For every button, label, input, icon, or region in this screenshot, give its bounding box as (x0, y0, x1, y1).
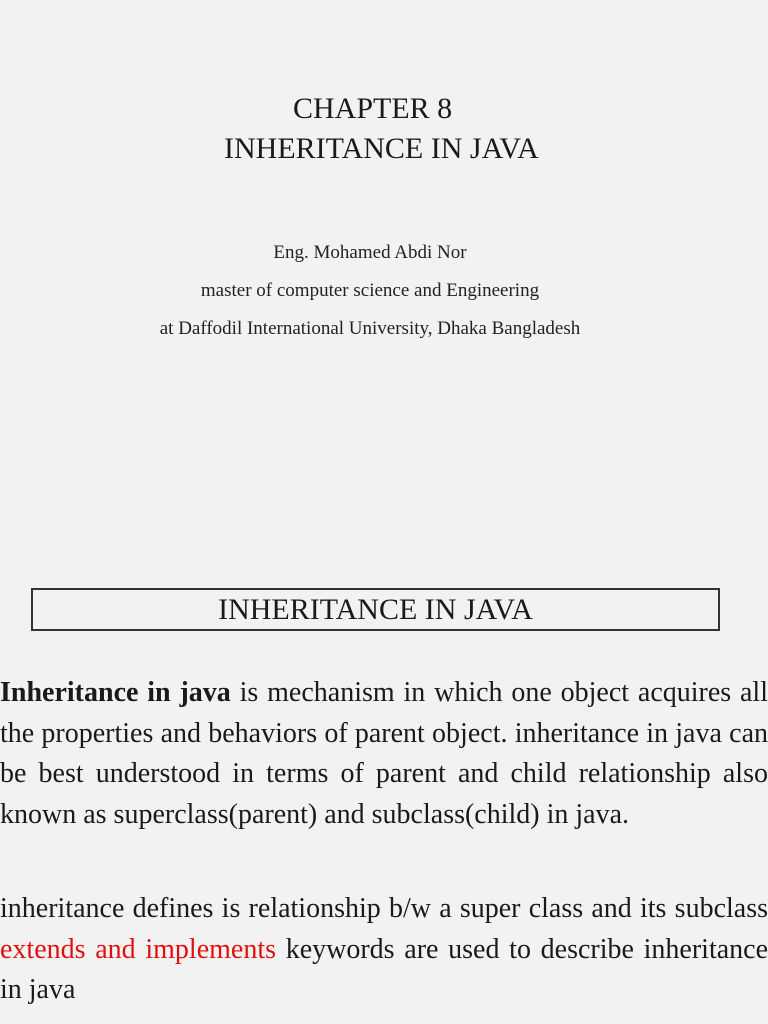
author-degree: master of computer science and Engineering (200, 280, 540, 301)
chapter-title: INHERITANCE IN JAVA (224, 132, 539, 165)
content-slide (0, 560, 768, 1024)
author-name: Eng. Mohamed Abdi Nor (273, 242, 467, 263)
section-heading: INHERITANCE IN JAVA (31, 588, 720, 631)
keywords-text-after: keywords are used to describe inheritance in java (0, 933, 768, 1005)
definition-text: is mechanism in which one object acquires all the properties and behaviors of parent object. inheritance in java can be best understood in terms of parent and child relationship also known as superclass(parent) and subclass(child) in java. (0, 677, 768, 830)
keywords-text-before: inheritance defines is relationship b/w a super class and its subclass (0, 893, 768, 924)
definition-term: Inheritance in java (0, 677, 231, 708)
chapter-number: CHAPTER 8 (293, 92, 453, 125)
keywords-paragraph (0, 889, 768, 1011)
author-block (0, 234, 740, 348)
keywords-highlight: extends and implements (0, 933, 277, 965)
definition-paragraph (0, 673, 768, 835)
author-institution: at Daffodil International University, Dhaka Bangladesh (159, 318, 581, 339)
